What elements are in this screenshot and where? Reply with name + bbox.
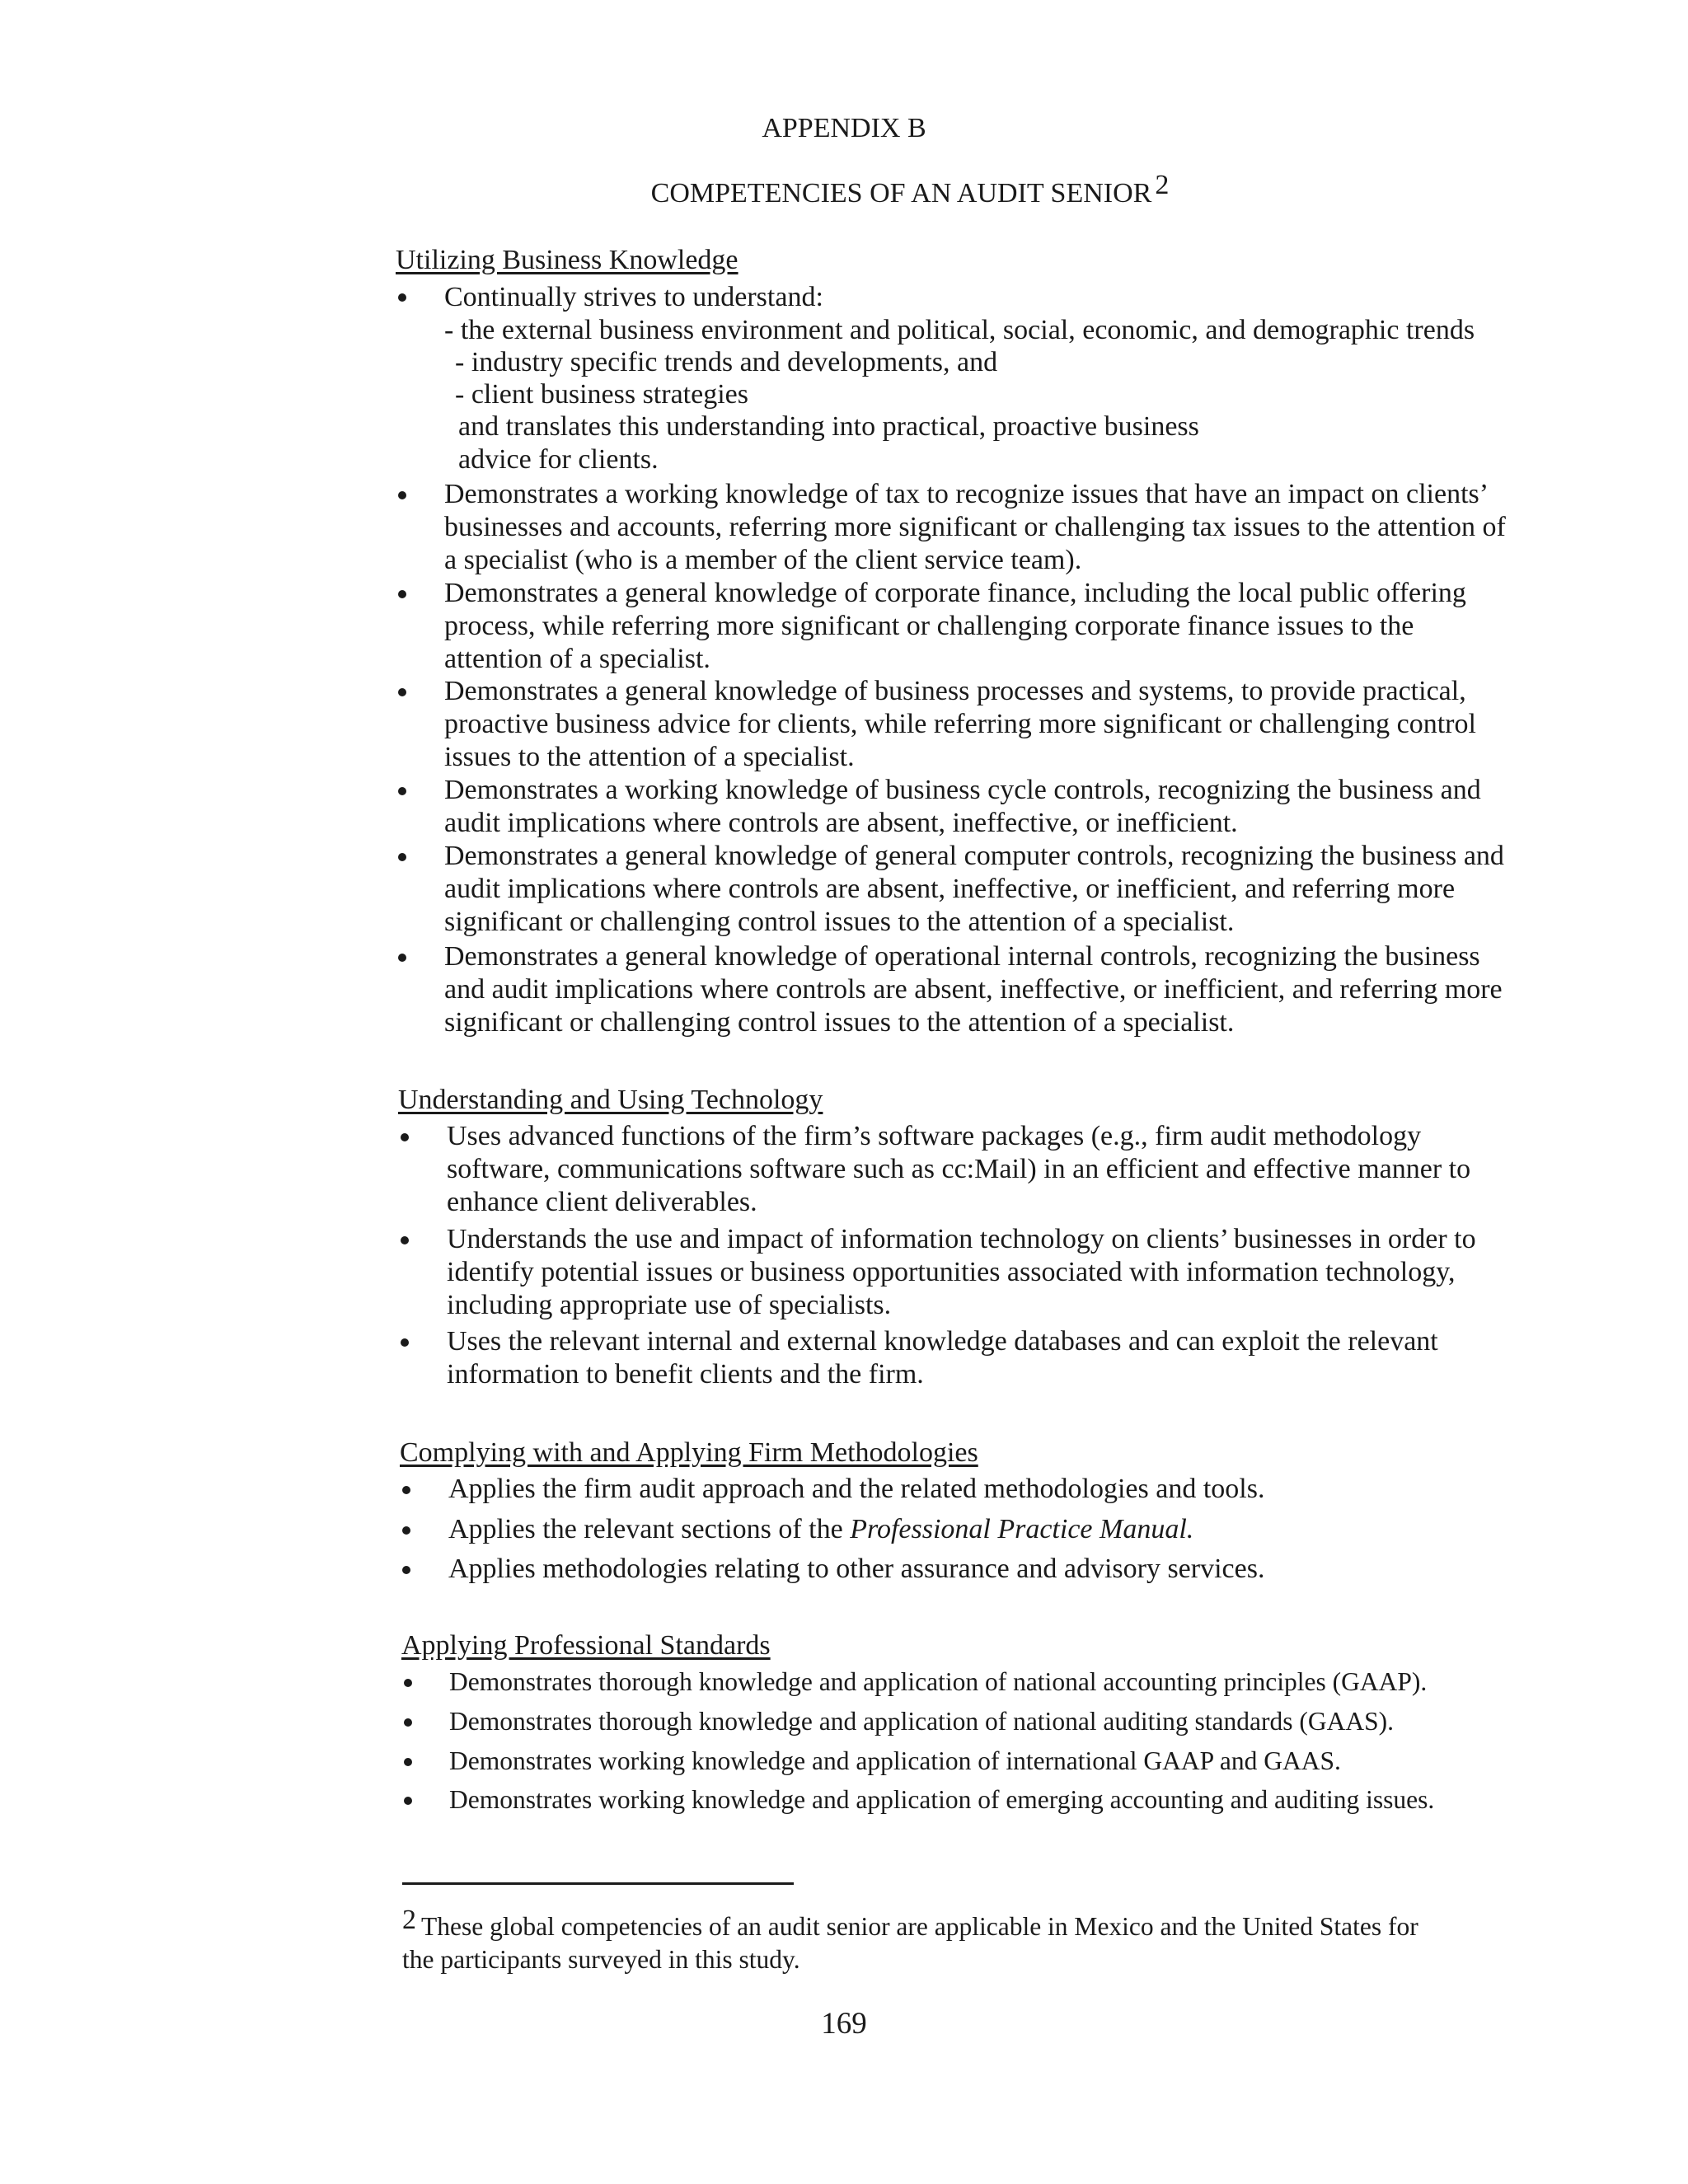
bullet-text: Demonstrates working knowledge and application of emerging accounting and auditing issues. (449, 1785, 1435, 1814)
section-heading-business-knowledge: Utilizing Business Knowledge (396, 245, 738, 275)
bullet-dot (398, 787, 406, 795)
section-heading-technology: Understanding and Using Technology (398, 1085, 823, 1115)
bullet-dot (404, 1797, 412, 1805)
bullet-text: Demonstrates a general knowledge of corporate finance, including the local public offering process, while referring more significant or challenging corporate finance issues to the attention of a specialist. (444, 578, 1466, 674)
sub-item-closing: advice for clients. (458, 444, 659, 475)
sub-item: - client business strategies (455, 379, 748, 410)
bullet-text: Applies methodologies relating to other assurance and advisory services. (448, 1554, 1265, 1584)
bullet-dot (404, 1758, 412, 1766)
sub-item: - industry specific trends and developments, and (455, 347, 998, 377)
bullet-dot (402, 1566, 410, 1574)
bullet-dot (401, 1338, 409, 1347)
sub-item: - the external business environment and political, social, economic, and demographic trends (444, 315, 1475, 345)
bullet-text: Applies the relevant sections of the Professional Practice Manual. (448, 1514, 1194, 1544)
appendix-label: APPENDIX B (762, 113, 926, 143)
bullet-dot (404, 1679, 412, 1687)
bullet-text: Uses advanced functions of the firm’s software packages (e.g., firm audit methodology software, communications software such as cc:Mail) in an efficient and effective manner to enhance client deliverables. (447, 1121, 1471, 1217)
bullet-text: Demonstrates thorough knowledge and application of national accounting principles (GAAP). (449, 1667, 1428, 1696)
bullet-text: Understands the use and impact of information technology on clients’ businesses in order to identify potential issues or business opportunities associated with information technology, including appropriate use of specialists. (447, 1224, 1476, 1320)
bullet-text: Applies the firm audit approach and the related methodologies and tools. (448, 1474, 1265, 1504)
page-title-text: COMPETENCIES OF AN AUDIT SENIOR (650, 178, 1152, 209)
footnote-line: the participants surveyed in this study. (402, 1945, 800, 1974)
bullet-dot (398, 688, 406, 696)
bullet-dot (404, 1718, 412, 1727)
bullet-text: Demonstrates a working knowledge of tax to recognize issues that have an impact on clients’ businesses and accounts, referring more significant or challenging tax issues to the attention of a specialist (who is a member of the client service team). (444, 479, 1506, 575)
bullet-dot (402, 1526, 410, 1535)
bullet-text: Demonstrates thorough knowledge and application of national auditing standards (GAAS). (449, 1707, 1394, 1736)
bullet-dot (398, 590, 406, 598)
bullet-dot (398, 293, 406, 302)
bullet-dot (398, 853, 406, 861)
footnote-divider (402, 1882, 794, 1885)
page-number: 169 (821, 2007, 867, 2041)
bullet-dot (401, 1133, 409, 1141)
bullet-dot (402, 1486, 410, 1494)
section-heading-standards: Applying Professional Standards (401, 1630, 771, 1661)
footnote-mark: 2 (402, 1905, 416, 1935)
bullet-text: Demonstrates a general knowledge of operational internal controls, recognizing the business and audit implications where controls are absent, ineffective, or inefficient, and referring more significant or challenging control issues to the attention of a specialist. (444, 941, 1503, 1038)
section-heading-methodologies: Complying with and Applying Firm Methodologies (400, 1437, 978, 1468)
bullet-text: Continually strives to understand: (444, 282, 823, 312)
footnote (402, 1904, 1418, 1976)
title-footnote-mark: 2 (1155, 170, 1170, 200)
page-title (66, 169, 1688, 210)
sub-item-closing: and translates this understanding into practical, proactive business (458, 411, 1199, 442)
bullet-dot (401, 1236, 409, 1244)
bullet-text: Uses the relevant internal and external knowledge databases and can exploit the relevant information to benefit clients and the firm. (447, 1326, 1438, 1390)
bullet-text: Demonstrates a general knowledge of business processes and systems, to provide practical, proactive business advice for clients, while referring more significant or challenging control issues to the attention of a specialist. (444, 676, 1476, 772)
bullet-text: Demonstrates a working knowledge of business cycle controls, recognizing the business and audit implications where controls are absent, ineffective, or inefficient. (444, 775, 1481, 838)
bullet-dot (398, 954, 406, 962)
bullet-text: Demonstrates a general knowledge of general computer controls, recognizing the business and audit implications where controls are absent, ineffective, or inefficient, and referring more significant or challenging control issues to the attention of a specialist. (444, 841, 1504, 937)
bullet-dot (398, 491, 406, 499)
footnote-line: These global competencies of an audit senior are applicable in Mexico and the United States for (421, 1912, 1418, 1941)
manual-title: Professional Practice Manual. (850, 1514, 1194, 1544)
bullet-text: Demonstrates working knowledge and application of international GAAP and GAAS. (449, 1746, 1341, 1775)
